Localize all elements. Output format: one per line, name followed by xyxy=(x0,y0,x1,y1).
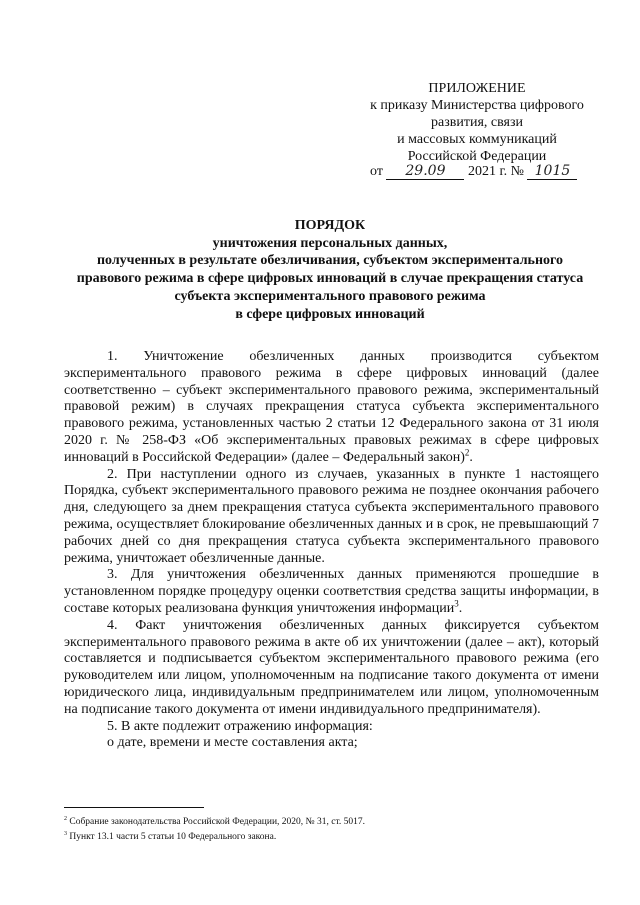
footnote-ref: 2 xyxy=(464,447,470,458)
appendix-header xyxy=(362,80,592,165)
appendix-line: к приказу Министерства цифрового xyxy=(370,98,584,113)
order-year: 2021 г. № xyxy=(467,164,524,179)
title-line: субъекта экспериментального правового режима xyxy=(174,288,486,304)
title-line: в сфере цифровых инноваций xyxy=(235,306,425,322)
title-line: правового режима в сфере цифровых инноваций в случае прекращения статуса xyxy=(76,271,584,287)
footnote-divider xyxy=(64,807,204,808)
paragraph-5: 5. В акте подлежит отражению информация: xyxy=(107,718,373,734)
order-date-handwritten: 29.09 xyxy=(386,164,464,180)
title-line: уничтожения персональных данных, xyxy=(212,235,448,251)
title-main: ПОРЯДОК xyxy=(294,218,366,233)
appendix-line: ПРИЛОЖЕНИЕ xyxy=(428,81,526,96)
document-title xyxy=(50,217,610,323)
paragraph-6: о дате, времени и месте составления акта; xyxy=(107,735,358,751)
date-prefix: от xyxy=(370,164,383,179)
appendix-line: и массовых коммуникаций xyxy=(397,132,557,147)
title-line: полученных в результате обезличивания, субъектом экспериментального xyxy=(96,253,564,269)
appendix-line: развития, связи xyxy=(431,115,523,130)
paragraph-2: 2. При наступлении одного из случаев, указанных в пункте 1 настоящего Порядка, субъект экспериментального правового режима не позднее окончания рабочего дня, следующего за днем прекращения статуса субъекта экспериментального правового режима, осуществляет блокирование обезличенных данных и в срок, не превышающий 7 рабочих дней со дня прекращения статуса субъекта экспериментального правового режима, уничтожает обезличенные данные. xyxy=(64,466,599,566)
footnote-item: $^3$ Пункт 13.1 части 5 статьи 10 Федерального закона. xyxy=(64,831,277,843)
paragraph-4: 4. Факт уничтожения обезличенных данных фиксируется субъектом экспериментального правового режима в акте об их уничтожении (далее – акт), который составляется и подписывается субъектом экспериментального правового режима (его руководителем или лицом, уполномоченным на подписание такого документа от имени юридического лица, индивидуальным предпринимателем или лицом, уполномоченным на подписание такого документа от имени индивидуального предпринимателя). xyxy=(64,617,599,717)
footnote-ref: 3 xyxy=(454,598,459,609)
footnote-item: $^2$ Собрание законодательства Российской Федерации, 2020, № 31, ст. 5017. xyxy=(64,816,366,828)
paragraph-1: 1. Уничтожение обезличенных данных производится субъектом экспериментального правового режима в сфере цифровых инноваций (далее соответственно – субъект экспериментального правового режима, экспериментальный правовой режим) в случаях прекращения статуса субъекта экспериментального правового режима, установленных частью 2 статьи 12 Федерального закона от 31 июля 2020 г. № 258-ФЗ «Об экспериментальных правовых режимах в сфере цифровых инноваций в Российской Федерации» (далее – Федеральный закон)$^2$. xyxy=(64,349,599,465)
footnotes xyxy=(64,813,599,843)
order-date-line xyxy=(370,163,600,180)
order-number-handwritten: 1015 xyxy=(527,164,577,180)
document-body xyxy=(64,349,599,752)
paragraph-3: 3. Для уничтожения обезличенных данных применяются прошедшие в установленном порядке процедуру оценки соответствия средства защиты информации, в составе которых реализована функция уничтожения информации$^3$. xyxy=(64,567,599,616)
appendix-line: Российской Федерации xyxy=(407,149,547,164)
